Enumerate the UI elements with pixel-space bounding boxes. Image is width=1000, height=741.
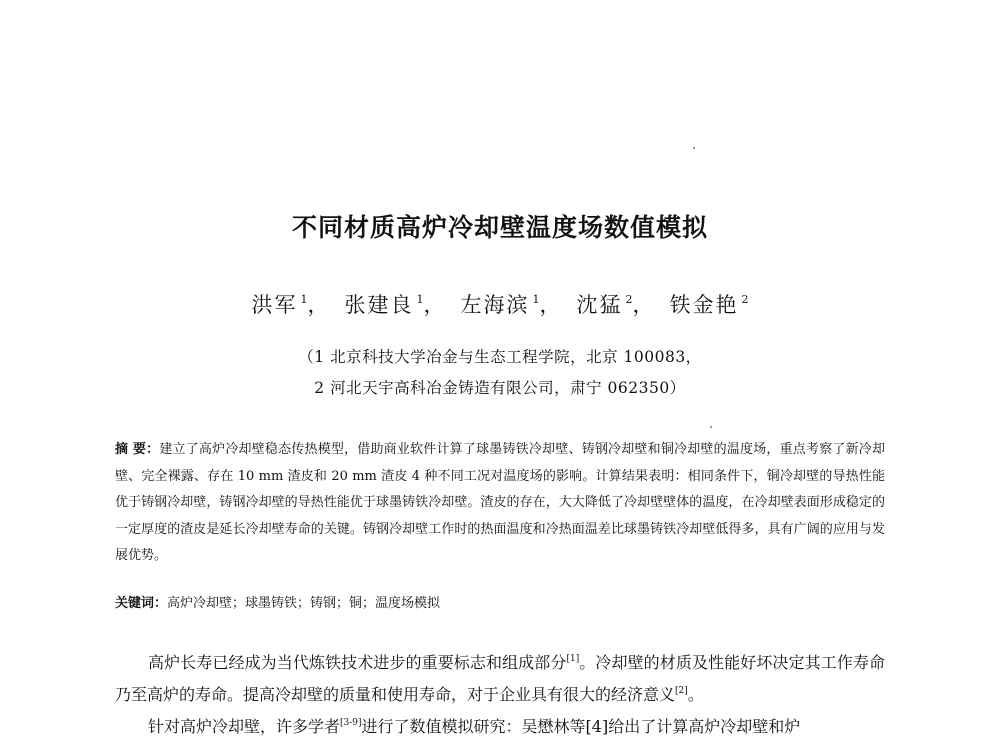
author: 洪军 $^1$， xyxy=(251,293,331,317)
keywords-label: 关键词： xyxy=(115,596,168,611)
abstract xyxy=(115,437,885,570)
citation: [2] xyxy=(675,686,688,696)
affiliation-line: 2 河北天宇高科冶金铸造有限公司，肃宁 062350） xyxy=(314,379,686,397)
scan-speck xyxy=(693,147,695,149)
abstract-label: 摘 要： xyxy=(115,442,160,457)
keywords xyxy=(115,592,885,611)
citation: [1] xyxy=(566,654,580,664)
author-list xyxy=(0,289,1000,319)
abstract-text: 建立了高炉冷却壁稳态传热模型，借助商业软件计算了球墨铸铁冷却壁、铸钢冷却壁和铜冷却壁的温度场，重点考察了新冷却壁、完全裸露、存在 10 mm 渣皮和 20 mm 渣皮 4 种不同工况对温度场的影响。计算结果表明：相同条件下，铜冷却壁的导热性能优于铸钢冷却壁，铸钢冷却壁的导热性能优于球墨铸铁冷却壁。渣皮的存在，大大降低了冷却壁壁体的温度，在冷却壁表面形成稳定的一定厚度的渣皮是延长冷却壁寿命的关键。铸钢冷却壁工作时的热面温度和冷热面温差比球墨铸铁冷却壁低得多，具有广阔的应用与发展优势。 xyxy=(115,442,885,563)
author: 左海滨 $^1$， xyxy=(460,293,563,317)
keywords-text: 高炉冷却壁；球墨铸铁；铸钢；铜；温度场模拟 xyxy=(167,596,441,611)
body-paragraph: 高炉长寿已经成为当代炼铁技术进步的重要标志和组成部分[1]。冷却壁的材质及性能好坏决定其工作寿命乃至高炉的寿命。提高冷却壁的质量和使用寿命，对于企业具有很大的经济意义[2]。 xyxy=(115,653,885,704)
author: 铁金艳 $^2$ xyxy=(669,293,749,317)
body-paragraph: 针对高炉冷却壁，许多学者[3-9]进行了数值模拟研究：吴懋林等[4]给出了计算高炉冷却壁和炉 xyxy=(148,717,801,736)
paper-title: 不同材质高炉冷却壁温度场数值模拟 xyxy=(291,213,708,242)
author: 沈猛 $^2$， xyxy=(576,293,656,317)
citation: [3-9] xyxy=(340,718,362,728)
body-text xyxy=(115,645,885,741)
affiliation-line: （1 北京科技大学冶金与生态工程学院，北京 100083， xyxy=(298,348,702,366)
scan-speck xyxy=(710,426,712,428)
author: 张建良 $^1$， xyxy=(344,293,447,317)
